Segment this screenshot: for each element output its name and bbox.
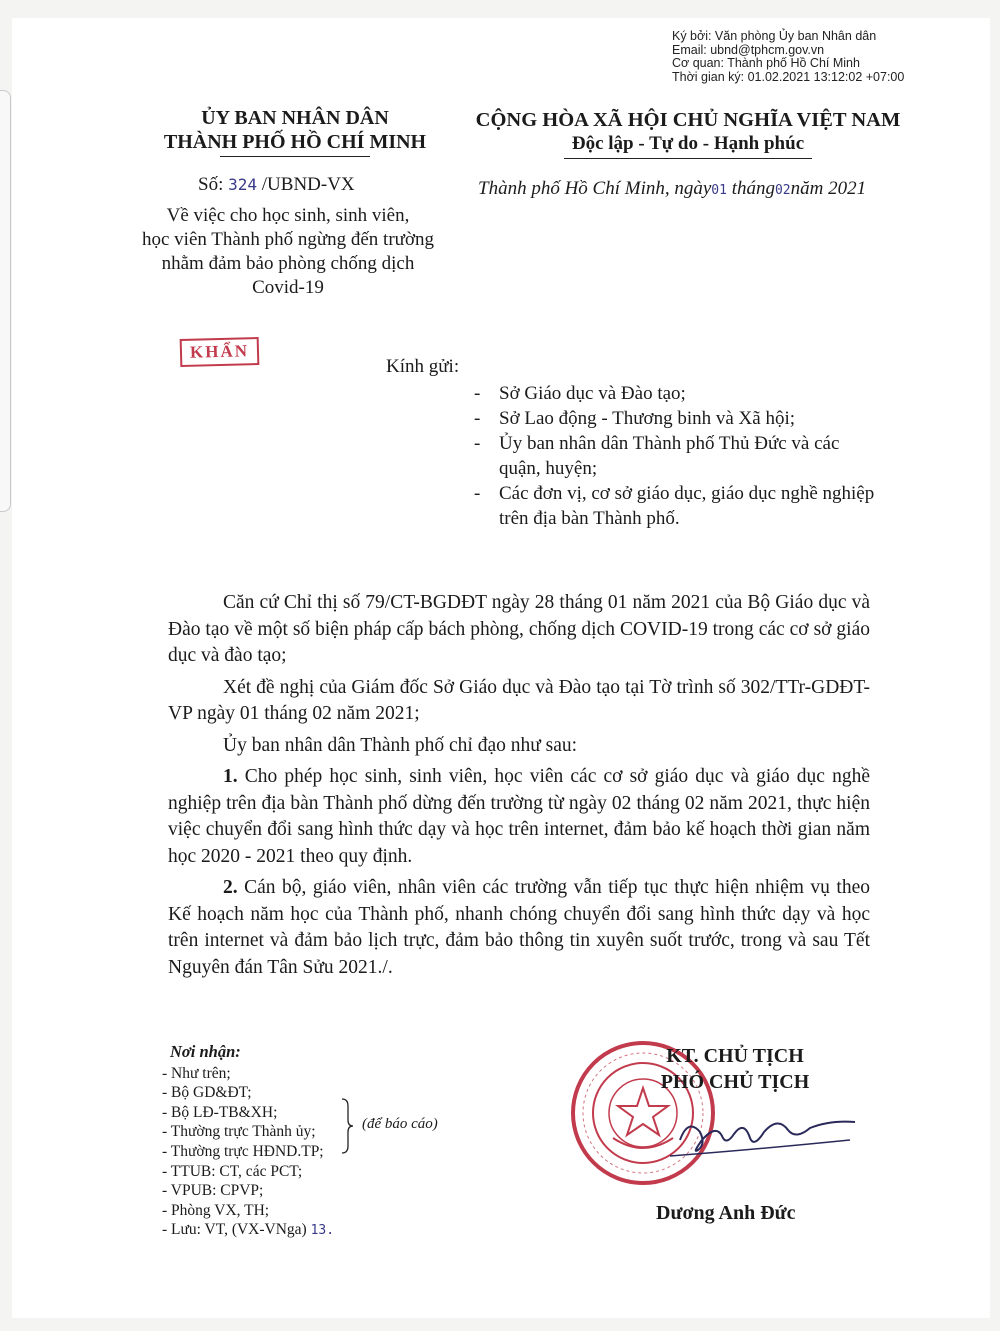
date-day-handwritten: 01 (711, 183, 727, 198)
recipient-item: - Các đơn vị, cơ sở giáo dục, giáo dục nghề nghiệp trên địa bàn Thành phố. (474, 481, 884, 531)
document-number (198, 174, 355, 196)
nation-motto: Độc lập - Tự do - Hạnh phúc (571, 133, 805, 154)
document-body (168, 590, 870, 986)
distribution-title: Nơi nhận: (170, 1042, 241, 1061)
issuer-org-line1: ỦY BAN NHÂN DÂN (201, 107, 389, 129)
signature-title-line2: PHÓ CHỦ TỊCH (660, 1071, 810, 1093)
subject-line: học viên Thành phố ngừng đến trường (141, 229, 435, 250)
signature-info-signed-by: Ký bởi: Văn phòng Ủy ban Nhân dân (672, 29, 877, 43)
urgent-stamp: KHẨN (180, 337, 260, 367)
brace-note: (để báo cáo) (362, 1116, 438, 1132)
doc-number-handwritten: 324 (228, 175, 258, 194)
date-month-label: tháng (726, 178, 775, 199)
distribution-item: - Bộ LĐ-TB&XH; (162, 1103, 278, 1121)
directive-text: Cho phép học sinh, sinh viên, học viên các cơ sở giáo dục và giáo dục nghề nghiệp trên địa bàn Thành phố dừng đến trường từ ngày 02 tháng 02 năm 2021, thực hiện việc chuyển đổi sang hình thức dạy và học trên internet, đảm bảo kế hoạch thời gian năm học 2020 - 2021 theo quy định. (168, 766, 870, 867)
date-year: năm 2021 (790, 178, 867, 199)
recipient-item: - Ủy ban nhân dân Thành phố Thủ Đức và các quận, huyện; (474, 431, 884, 481)
directive-item-2 (168, 875, 870, 981)
distribution-item: - Bộ GD&ĐT; (162, 1084, 252, 1102)
issuer-underline (220, 156, 370, 157)
document-subject (118, 204, 458, 300)
archive-label: - Lưu: VT, (VX-VNga) (162, 1221, 307, 1239)
recipient-item: - Sở Giáo dục và Đào tạo; (474, 381, 884, 406)
date-line (478, 178, 866, 200)
distribution-item: - Phòng VX, TH; (162, 1201, 270, 1219)
signature-title (640, 1043, 830, 1095)
body-paragraph: Căn cứ Chỉ thị số 79/CT-BGDĐT ngày 28 tháng 01 năm 2021 của Bộ Giáo dục và Đào tạo về một số biện pháp cấp bách phòng, chống dịch COVID-19 trong các cơ sở giáo dục và đào tạo; (168, 592, 870, 666)
issuer-org-line2: THÀNH PHỐ HỒ CHÍ MINH (163, 131, 427, 153)
distribution-item: - TTUB: CT, các PCT; (162, 1162, 303, 1180)
window-edge-handle (0, 90, 11, 512)
nation-header (468, 108, 908, 159)
distribution-list (162, 1042, 334, 1241)
nation-title: CỘNG HÒA XÃ HỘI CHỦ NGHĨA VIỆT NAM (475, 109, 901, 131)
directive-number: 2. (223, 877, 238, 898)
archive-count-handwritten: 13. (310, 1223, 335, 1239)
subject-line: Covid-19 (252, 277, 324, 298)
directive-item-1 (168, 764, 870, 870)
greeting: Kính gửi: (386, 356, 460, 377)
brace-symbol (340, 1098, 354, 1154)
subject-line: nhằm đảm bảo phòng chống dịch (161, 253, 415, 274)
digital-signature-info (672, 30, 904, 84)
signer-name: Dương Anh Đức (656, 1202, 796, 1224)
signature-info-email: Email: ubnd@tphcm.gov.vn (672, 42, 825, 57)
distribution-item: - Thường trực HĐND.TP; (162, 1142, 324, 1160)
body-paragraph: Xét đề nghị của Giám đốc Sở Giáo dục và Đào tạo tại Tờ trình số 302/TTr-GDĐT-VP ngày 01 tháng 02 năm 2021; (168, 676, 870, 724)
distribution-item-archive (162, 1220, 334, 1241)
handwritten-signature (660, 1110, 860, 1170)
date-month-handwritten: 02 (774, 183, 791, 198)
subject-line: Về việc cho học sinh, sinh viên, (166, 205, 410, 226)
distribution-item: - Thường trực Thành ủy; (162, 1123, 316, 1141)
signature-title-line1: KT. CHỦ TỊCH (666, 1045, 804, 1067)
directive-text: Cán bộ, giáo viên, nhân viên các trường vẫn tiếp tục thực hiện nhiệm vụ theo Kế hoạch năm học của Thành phố, nhanh chóng chuyển đổi sang hình thức dạy và học trên internet và đảm bảo lịch trực, đảm bảo thông tin xuyên suốt trước, trong và sau Tết Nguyên đán Tân Sửu 2021./. (168, 877, 870, 978)
distribution-item: - Như trên; (162, 1064, 231, 1082)
doc-number-suffix: /UBND-VX (261, 174, 355, 195)
directive-number: 1. (223, 766, 238, 787)
distribution-item: - VPUB: CPVP; (162, 1182, 264, 1200)
recipient-list (474, 381, 884, 531)
motto-underline (564, 158, 812, 159)
signature-info-agency: Cơ quan: Thành phố Hồ Chí Minh (672, 56, 860, 70)
date-prefix: Thành phố Hồ Chí Minh, ngày (478, 178, 712, 199)
doc-number-prefix: Số: (198, 174, 224, 195)
recipient-item: - Sở Lao động - Thương binh và Xã hội; (474, 406, 884, 431)
issuer-header (150, 106, 440, 157)
body-paragraph: Ủy ban nhân dân Thành phố chỉ đạo như sau: (223, 734, 578, 756)
signature-info-time: Thời gian ký: 01.02.2021 13:12:02 +07:00 (672, 69, 905, 84)
